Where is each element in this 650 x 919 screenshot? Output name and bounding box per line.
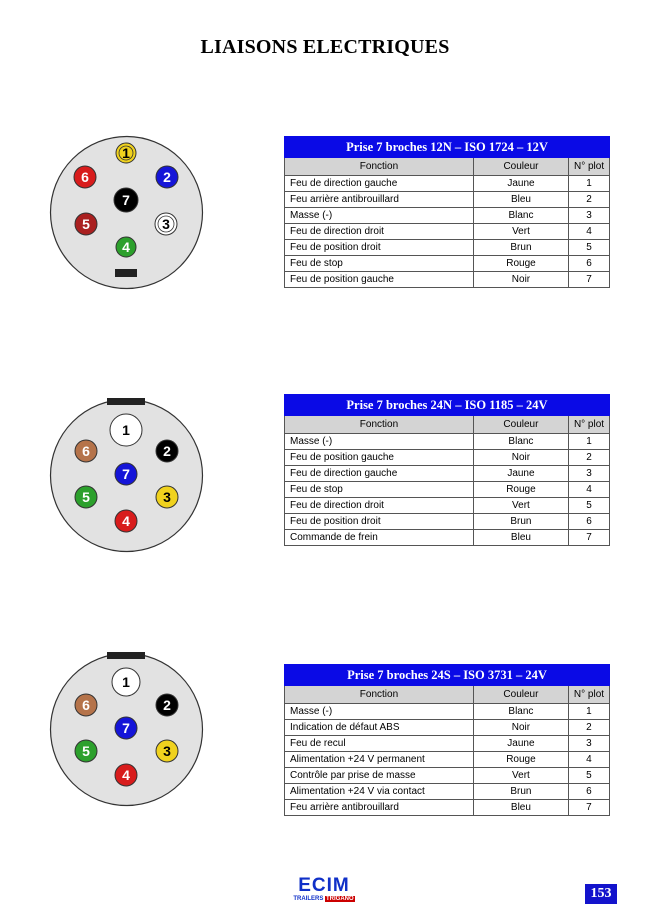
- cell-couleur: Vert: [473, 224, 568, 240]
- pin-label: 2: [163, 443, 171, 459]
- pin-label: 6: [82, 443, 90, 459]
- pin-1: [112, 668, 140, 696]
- cell-fonction: Feu de recul: [285, 736, 474, 752]
- cell-fonction: Masse (-): [285, 704, 474, 720]
- cell-fonction: Feu de position droit: [285, 240, 474, 256]
- pin-6: [74, 166, 96, 188]
- cell-couleur: Noir: [473, 450, 568, 466]
- pin-4: [115, 510, 137, 532]
- pin-6: [75, 440, 97, 462]
- cell-plot: 2: [568, 450, 609, 466]
- cell-fonction: Masse (-): [285, 208, 474, 224]
- table-title: Prise 7 broches 12N – ISO 1724 – 12V: [285, 137, 610, 158]
- pin-3: [156, 740, 178, 762]
- pin-2: [156, 440, 178, 462]
- table-row: [285, 482, 610, 498]
- cell-plot: 6: [568, 514, 609, 530]
- pin-6: [75, 694, 97, 716]
- cell-couleur: Jaune: [473, 176, 568, 192]
- table-row: [285, 434, 610, 450]
- page-title: LIAISONS ELECTRIQUES: [200, 36, 450, 58]
- table-row: [285, 768, 610, 784]
- cell-fonction: Feu de position gauche: [285, 450, 474, 466]
- cell-couleur: Bleu: [473, 192, 568, 208]
- header-couleur: Couleur: [473, 686, 568, 704]
- cell-plot: 2: [568, 720, 609, 736]
- cell-fonction: Feu de stop: [285, 256, 474, 272]
- cell-plot: 5: [568, 768, 609, 784]
- pin-5: [75, 213, 97, 235]
- table-title: Prise 7 broches 24S – ISO 3731 – 24V: [285, 665, 610, 686]
- pin-5: [75, 486, 97, 508]
- cell-plot: 3: [568, 736, 609, 752]
- logo-brand: ECIM: [298, 875, 350, 896]
- pin-label: 4: [122, 767, 130, 783]
- pin-7: [114, 188, 138, 212]
- cell-fonction: Masse (-): [285, 434, 474, 450]
- header-couleur: Couleur: [473, 158, 568, 176]
- header-couleur: Couleur: [473, 416, 568, 434]
- pin-table-24s: [284, 664, 610, 816]
- cell-couleur: Blanc: [473, 208, 568, 224]
- table-title: Prise 7 broches 24N – ISO 1185 – 24V: [285, 395, 610, 416]
- logo-subtext: [290, 895, 358, 903]
- cell-fonction: Indication de défaut ABS: [285, 720, 474, 736]
- cell-plot: 2: [568, 192, 609, 208]
- cell-plot: 4: [568, 752, 609, 768]
- cell-fonction: Contrôle par prise de masse: [285, 768, 474, 784]
- table-row: [285, 752, 610, 768]
- logo-sub-brand: TRIGANO: [326, 896, 354, 902]
- pin-label: 4: [122, 239, 130, 255]
- cell-couleur: Rouge: [473, 256, 568, 272]
- table-row: [285, 736, 610, 752]
- table-row: [285, 498, 610, 514]
- table-row: [285, 720, 610, 736]
- cell-fonction: Feu de direction gauche: [285, 466, 474, 482]
- table-row: [285, 800, 610, 816]
- cell-couleur: Vert: [473, 768, 568, 784]
- pin-7: [115, 717, 137, 739]
- pin-label: 5: [82, 216, 90, 232]
- pin-label: 5: [82, 489, 90, 505]
- pin-table-24n: [284, 394, 610, 546]
- cell-plot: 1: [568, 176, 609, 192]
- cell-fonction: Commande de frein: [285, 530, 474, 546]
- pin-label: 6: [82, 697, 90, 713]
- logo-sub-text: TRAILERS: [293, 896, 324, 902]
- cell-plot: 6: [568, 256, 609, 272]
- table-row: [285, 704, 610, 720]
- cell-couleur: Brun: [473, 514, 568, 530]
- cell-plot: 5: [568, 240, 609, 256]
- table-row: [285, 272, 610, 288]
- cell-plot: 3: [568, 466, 609, 482]
- table-row: [285, 256, 610, 272]
- cell-fonction: Alimentation +24 V permanent: [285, 752, 474, 768]
- connector-diagram-24n: [49, 398, 204, 553]
- cell-fonction: Feu de direction gauche: [285, 176, 474, 192]
- pin-5: [75, 740, 97, 762]
- cell-plot: 7: [568, 530, 609, 546]
- pin-label: 7: [122, 192, 130, 208]
- cell-plot: 6: [568, 784, 609, 800]
- table-row: [285, 450, 610, 466]
- pin-label: 2: [163, 697, 171, 713]
- table-row: [285, 192, 610, 208]
- table-row: [285, 466, 610, 482]
- table-row: [285, 208, 610, 224]
- header-fonction: Fonction: [285, 158, 474, 176]
- pin-label: 7: [122, 466, 130, 482]
- header-fonction: Fonction: [285, 416, 474, 434]
- pin-2: [156, 166, 178, 188]
- cell-fonction: Alimentation +24 V via contact: [285, 784, 474, 800]
- pin-label: 5: [82, 743, 90, 759]
- pin-label: 3: [163, 489, 171, 505]
- header-fonction: Fonction: [285, 686, 474, 704]
- cell-couleur: Noir: [473, 720, 568, 736]
- cell-couleur: Brun: [473, 240, 568, 256]
- table-row: [285, 784, 610, 800]
- cell-fonction: Feu de position gauche: [285, 272, 474, 288]
- pin-label: 1: [122, 422, 130, 438]
- cell-plot: 3: [568, 208, 609, 224]
- cell-fonction: Feu arrière antibrouillard: [285, 192, 474, 208]
- cell-fonction: Feu de position droit: [285, 514, 474, 530]
- pin-table-12n: [284, 136, 610, 288]
- ecim-logo: [290, 876, 358, 904]
- pin-7: [115, 463, 137, 485]
- pin-3: [156, 486, 178, 508]
- pin-label: 1: [122, 145, 130, 161]
- cell-couleur: Bleu: [473, 530, 568, 546]
- header-plot: N° plot: [568, 158, 609, 176]
- header-plot: N° plot: [568, 416, 609, 434]
- pin-1: [110, 414, 142, 446]
- cell-couleur: Vert: [473, 498, 568, 514]
- connector-diagram-24s: [49, 652, 204, 807]
- cell-fonction: Feu de direction droit: [285, 224, 474, 240]
- pin-label: 3: [163, 743, 171, 759]
- cell-couleur: Jaune: [473, 736, 568, 752]
- pin-2: [156, 694, 178, 716]
- table-row: [285, 530, 610, 546]
- cell-couleur: Rouge: [473, 752, 568, 768]
- cell-couleur: Noir: [473, 272, 568, 288]
- pin-4: [116, 237, 136, 257]
- table-row: [285, 224, 610, 240]
- pin-label: 2: [163, 169, 171, 185]
- cell-plot: 1: [568, 704, 609, 720]
- cell-plot: 7: [568, 272, 609, 288]
- cell-fonction: Feu de direction droit: [285, 498, 474, 514]
- cell-plot: 4: [568, 224, 609, 240]
- header-plot: N° plot: [568, 686, 609, 704]
- pin-label: 7: [122, 720, 130, 736]
- cell-couleur: Jaune: [473, 466, 568, 482]
- pin-label: 4: [122, 513, 130, 529]
- cell-fonction: Feu de stop: [285, 482, 474, 498]
- connector-diagram-12n: [49, 135, 204, 290]
- cell-couleur: Blanc: [473, 704, 568, 720]
- cell-plot: 5: [568, 498, 609, 514]
- cell-plot: 1: [568, 434, 609, 450]
- page-number: 153: [585, 884, 617, 904]
- cell-plot: 7: [568, 800, 609, 816]
- pin-4: [115, 764, 137, 786]
- pin-3: [155, 213, 177, 235]
- cell-couleur: Bleu: [473, 800, 568, 816]
- cell-couleur: Brun: [473, 784, 568, 800]
- cell-plot: 4: [568, 482, 609, 498]
- table-row: [285, 514, 610, 530]
- pin-1: [116, 143, 136, 163]
- cell-couleur: Blanc: [473, 434, 568, 450]
- table-row: [285, 176, 610, 192]
- cell-couleur: Rouge: [473, 482, 568, 498]
- pin-label: 6: [81, 169, 89, 185]
- cell-fonction: Feu arrière antibrouillard: [285, 800, 474, 816]
- table-row: [285, 240, 610, 256]
- pin-label: 3: [162, 216, 170, 232]
- pin-label: 1: [122, 674, 130, 690]
